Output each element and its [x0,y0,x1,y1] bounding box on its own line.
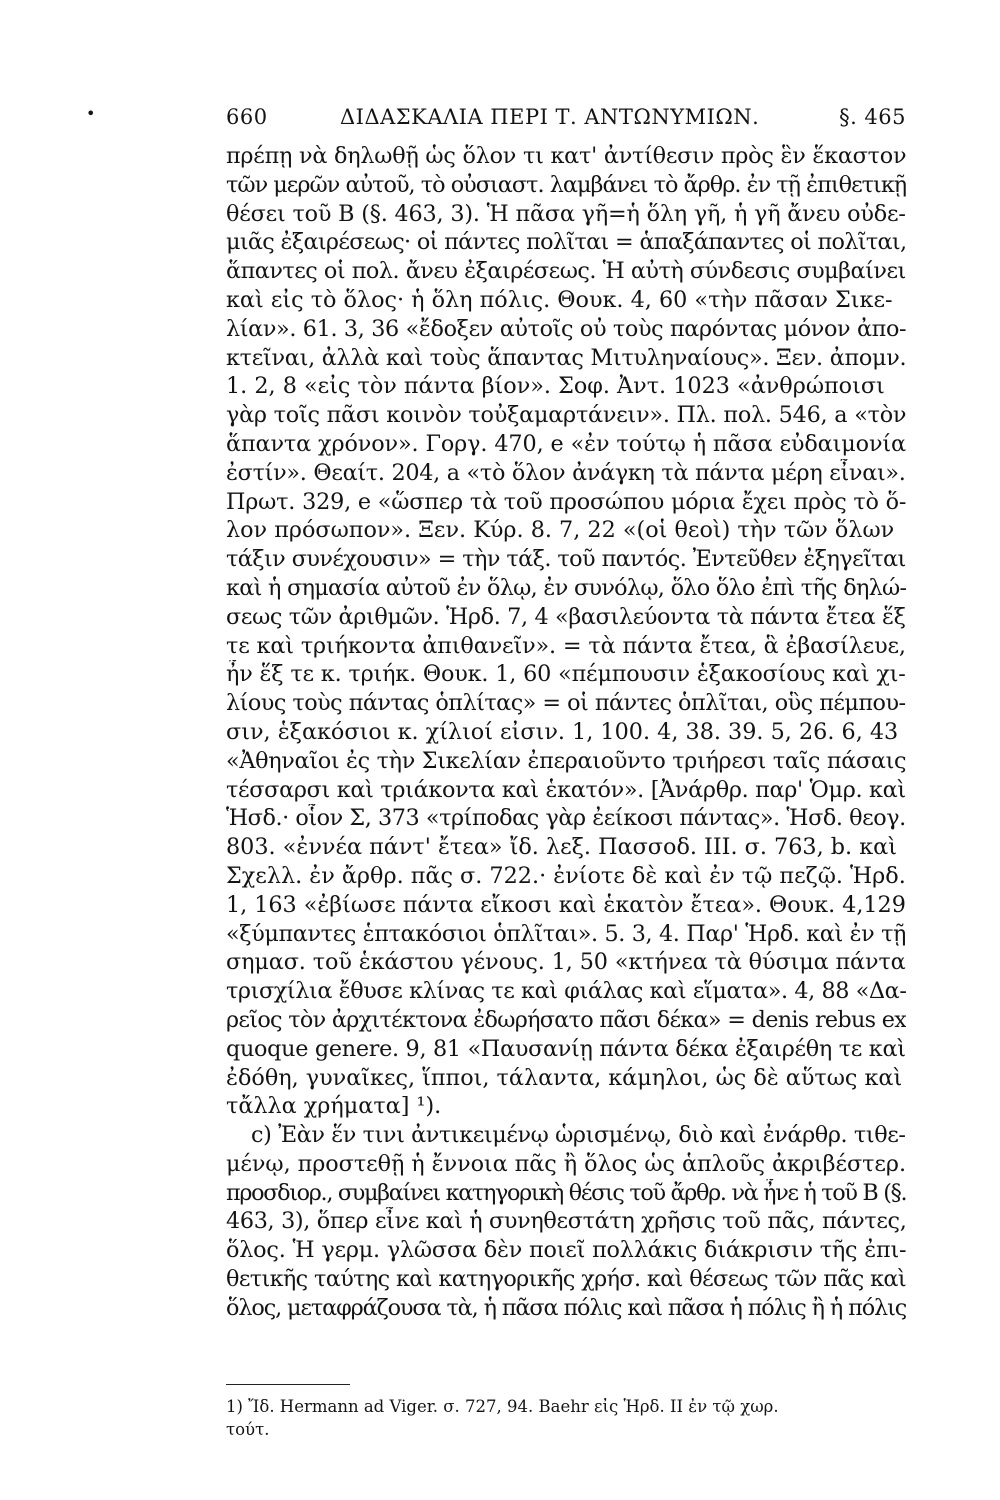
text-line: c) Ἐὰν ἕν τινι ἀντικειμένῳ ὡρισμένῳ, διὸ καὶ ἐνάρθρ. τιθε- [251,1122,906,1149]
running-header [226,102,906,132]
text-line: καὶ εἰς τὸ ὅλος· ἡ ὅλη πόλις. Θουκ. 4, 60 «τὴν πᾶσαν Σικε- [226,286,893,313]
text-line: ρεῖος τὸν ἀρχιτέκτονα ἐδωρήσατο πᾶσι δέκα» = denis rebus ex [226,1006,906,1033]
text-line: τρισχίλια ἔθυσε κλίνας τε καὶ φιάλας καὶ εἵματα». 4, 88 «Δα- [226,978,906,1005]
text-line: προσδιορ., συμβαίνει κατηγορικὴ θέσις τοῦ ἄρθρ. νὰ ἦνε ἡ τοῦ B (§. [226,1179,906,1206]
text-line: θέσει τοῦ B (§. 463, 3). Ἡ πᾶσα γῆ=ἡ ὅλη γῆ, ἡ γῆ ἄνευ οὐδε- [226,200,906,227]
text-line: μιᾶς ἐξαιρέσεως· οἱ πάντες πολῖται = ἁπαξάπαντες οἱ πολῖται, [226,229,906,256]
text-line: τῶν μερῶν αὐτοῦ, τὸ οὐσιαστ. λαμβάνει τὸ ἄρθρ. ἐν τῇ ἐπιθετικῇ [226,171,906,198]
text-line: σεως τῶν ἀριθμῶν. Ἡρδ. 7, 4 «βασιλεύοντα τὰ πάντα ἔτεα ἕξ [226,603,906,630]
text-line: 1. 2, 8 «εἰς τὸν πάντα βίον». Σοφ. Ἀντ. 1023 «ἀνθρώποισι [226,373,885,400]
footnote-line: 1) Ἴδ. Hermann ad Viger. σ. 727, 94. Baehr εἰς Ἡρδ. II ἐν τῷ χωρ. [226,1397,779,1416]
text-line: 463, 3), ὅπερ εἶνε καὶ ἡ συνηθεστάτη χρῆσις τοῦ πᾶς, πάντες, [226,1208,906,1235]
text-line: τέσσαρσι καὶ τριάκοντα καὶ ἑκατόν». [Ἀνάρθρ. παρ' Ὁμρ. καὶ [226,776,906,803]
main-text [226,142,906,1323]
text-line: ἐδόθη, γυναῖκες, ἵπποι, τάλαντα, κάμηλοι, ὡς δὲ αὕτως καὶ [226,1064,903,1091]
running-title: ΔΙΔΑΣΚΑΛΙΑ ΠΕΡΙ Τ. ΑΝΤΩΝΥΜΙΩΝ. [340,105,760,129]
text-line: ἅπαντα χρόνον». Γοργ. 470, e «ἐν τούτῳ ἡ πᾶσα εὐδαιμονία [226,430,906,457]
text-line: καὶ ἡ σημασία αὐτοῦ ἐν ὅλῳ, ἐν συνόλῳ, ὅλο ὅλο ἐπὶ τῆς δηλώ- [226,574,906,601]
text-line: 803. «ἐννέα πάντ' ἔτεα» ἴδ. λεξ. Πασσοδ. III. σ. 763, b. καὶ [226,834,897,861]
text-line: λίαν». 61. 3, 36 «ἔδοξεν αὐτοῖς οὐ τοὺς παρόντας μόνον ἀπο- [226,315,906,342]
text-line: «ξύμπαντες ἑπτακόσιοι ὁπλῖται». 5. 3, 4. Παρ' Ἡρδ. καὶ ἐν τῇ [226,920,906,947]
text-line: πρέπῃ νὰ δηλωθῇ ὡς ὅλον τι κατ' ἀντίθεσιν πρὸς ἓν ἕκαστον [226,143,906,169]
text-line: ἐστίν». Θεαίτ. 204, a «τὸ ὅλον ἀνάγκη τὰ πάντα μέρη εἶναι». [226,459,906,486]
section-reference: §. 465 [839,105,906,129]
text-line: κτεῖναι, ἀλλὰ καὶ τοὺς ἅπαντας Μιτυληναίους». Ξεν. ἀπομν. [226,344,906,371]
text-line: μένῳ, προστεθῇ ἡ ἔννοια πᾶς ἢ ὅλος ὡς ἁπλοῦς ἀκριβέστερ. [226,1150,906,1177]
footnote-divider [226,1384,350,1385]
text-line: θετικῆς ταύτης καὶ κατηγορικῆς χρήσ. καὶ θέσεως τῶν πᾶς καὶ [226,1266,906,1293]
text-line: ὅλος, μεταφράζουσα τὰ, ἡ πᾶσα πόλις καὶ πᾶσα ἡ πόλις ἢ ἡ πόλις [226,1294,906,1321]
text-line: 1, 163 «ἐβίωσε πάντα εἴκοσι καὶ ἑκατὸν ἔτεα». Θουκ. 4,129 [226,891,906,918]
text-line: λίους τοὺς πάντας ὁπλίτας» = οἱ πάντες ὁπλῖται, οὓς πέμπου- [226,690,906,717]
text-line: γὰρ τοῖς πᾶσι κοινὸν τοὐξαμαρτάνειν». Πλ. πολ. 546, a «τὸν [226,402,906,429]
text-line: τε καὶ τριήκοντα ἀπιθανεῖν». = τὰ πάντα ἔτεα, ἃ ἐβασίλευε, [226,632,906,659]
margin-mark: • [86,104,96,123]
text-line: ἅπαντες οἱ πολ. ἄνευ ἐξαιρέσεως. Ἡ αὐτὴ σύνδεσις συμβαίνει [226,258,906,285]
text-line: σημασ. τοῦ ἑκάστου γένους. 1, 50 «κτήνεα τὰ θύσιμα πάντα [226,949,906,976]
text-line: ἦν ἕξ τε κ. τριήκ. Θουκ. 1, 60 «πέμπουσιν ἑξακοσίους καὶ χι- [226,661,906,688]
page-number: 660 [226,105,268,129]
text-line: σιν, ἑξακόσιοι κ. χίλιοί εἰσιν. 1, 100. 4, 38. 39. 5, 26. 6, 43 [226,718,899,745]
text-line: Ἡσδ.· οἷον Σ, 373 «τρίποδας γὰρ ἐείκοσι πάντας». Ἡσδ. θεογ. [226,805,906,832]
footnote-line: τούτ. [226,1420,270,1439]
text-line: λον πρόσωπον». Ξεν. Κύρ. 8. 7, 22 «(οἱ θεοὶ) τὴν τῶν ὅλων [226,517,895,544]
footnote [226,1395,906,1441]
text-line: τάξιν συνέχουσιν» = τὴν τάξ. τοῦ παντός. Ἐντεῦθεν ἐξηγεῖται [226,546,906,573]
text-line: «Ἀθηναῖοι ἐς τὴν Σικελίαν ἐπεραιοῦντο τριήρεσι ταῖς πάσαις [226,747,906,774]
text-line: ὅλος. Ἡ γερμ. γλῶσσα δὲν ποιεῖ πολλάκις διάκρισιν τῆς ἐπι- [226,1237,906,1264]
text-line: quoque genere. 9, 81 «Παυσανίῃ πάντα δέκα ἐξαιρέθη τε καὶ [226,1035,906,1062]
text-line: Σχελλ. ἐν ἄρθρ. πᾶς σ. 722.· ἐνίοτε δὲ καὶ ἐν τῷ πεζῷ. Ἡρδ. [226,862,906,889]
text-line: Πρωτ. 329, e «ὥσπερ τὰ τοῦ προσώπου μόρια ἔχει πρὸς τὸ ὅ- [226,488,906,515]
text-line: τἄλλα χρήματα] ¹). [226,1093,442,1120]
